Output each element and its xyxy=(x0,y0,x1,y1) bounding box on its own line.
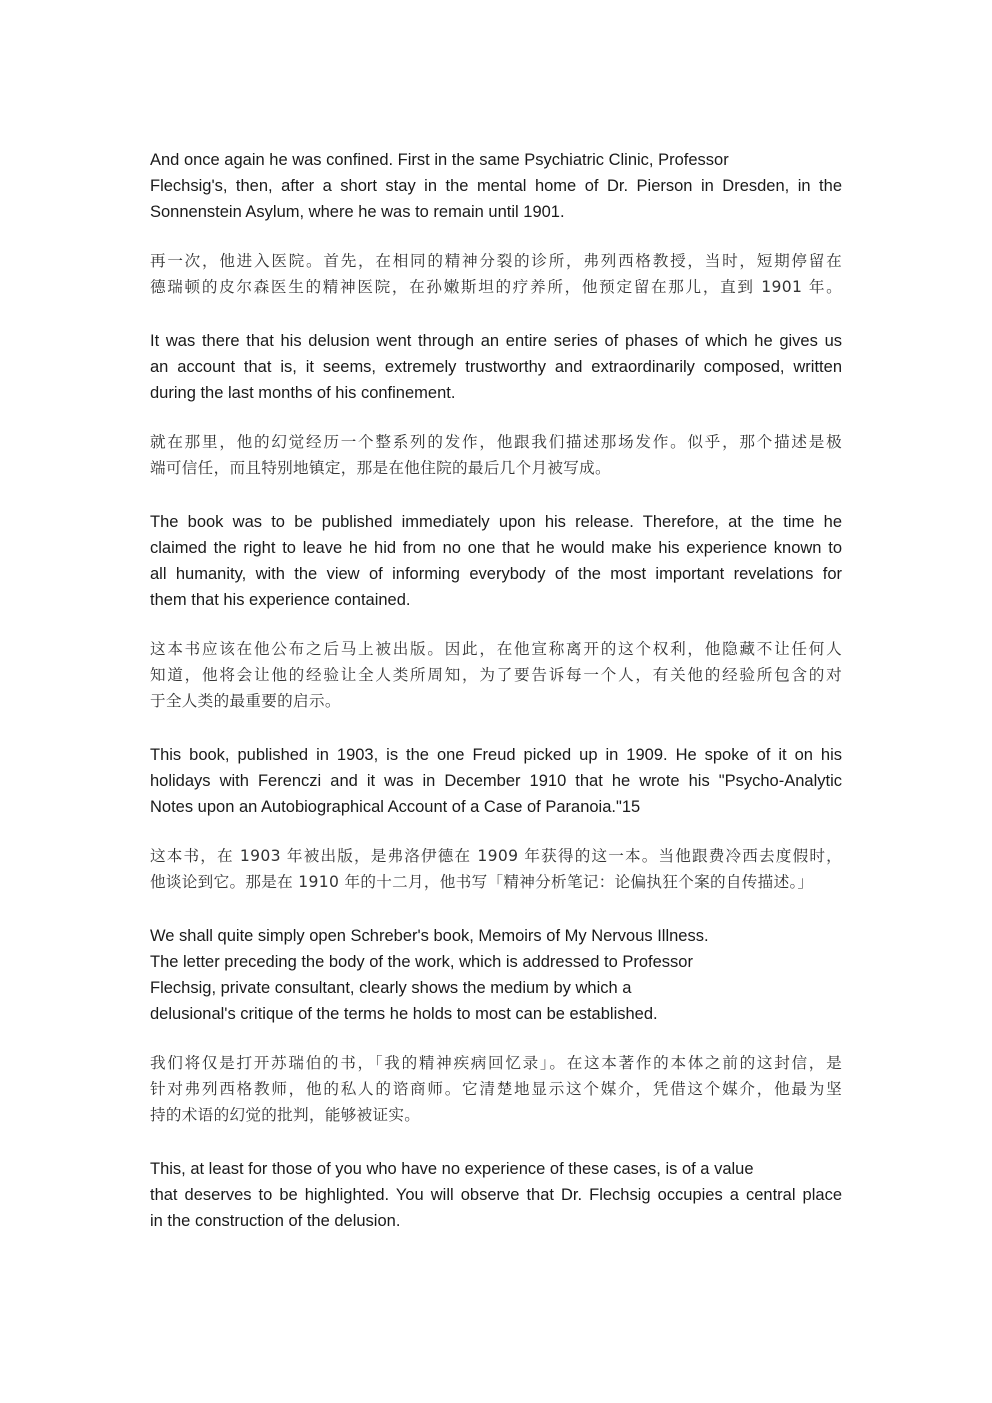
text-line: Flechsig, private consultant, clearly shows the medium by which a xyxy=(150,979,632,997)
text-line: during the last months of his confinement. xyxy=(150,384,456,402)
text-line: an account that is, it seems, extremely trustworthy and extraordinarily composed, written xyxy=(150,358,842,376)
text-line: that deserves to be highlighted. You will observe that Dr. Flechsig occupies a central place xyxy=(150,1186,842,1204)
paragraph-en-2 xyxy=(150,328,842,406)
text-line: 于全人类的最重要的启示。 xyxy=(150,692,341,710)
text-line: It was there that his delusion went through an entire series of phases of which he gives us xyxy=(150,332,842,350)
text-line: holidays with Ferenczi and it was in December 1910 that he wrote his "Psycho-Analytic xyxy=(150,772,842,790)
text-line: Sonnenstein Asylum, where he was to remain until 1901. xyxy=(150,203,565,221)
paragraph-en-4 xyxy=(150,742,842,820)
text-line: 端可信任，而且特别地镇定，那是在他住院的最后几个月被写成。 xyxy=(150,459,611,477)
text-line: them that his experience contained. xyxy=(150,591,411,609)
paragraph-en-1 xyxy=(150,147,842,225)
text-line: in the construction of the delusion. xyxy=(150,1212,401,1230)
text-line: 就在那里，他的幻觉经历一个整系列的发作，他跟我们描述那场发作。似乎，那个描述是极 xyxy=(150,433,842,451)
paragraph-zh-2 xyxy=(150,429,842,481)
text-line: 再一次，他进入医院。首先，在相同的精神分裂的诊所，弗列西格教授，当时，短期停留在 xyxy=(150,252,842,270)
paragraph-zh-5 xyxy=(150,1050,842,1128)
paragraph-zh-4 xyxy=(150,843,842,895)
text-line: 他谈论到它。那是在 1910 年的十二月，他书写「精神分析笔记：论偏执狂个案的自传描述。」 xyxy=(150,873,814,891)
text-line: delusional's critique of the terms he holds to most can be established. xyxy=(150,1005,658,1023)
text-line: all humanity, with the view of informing everybody of the most important revelations for xyxy=(150,565,842,583)
paragraph-zh-1 xyxy=(150,248,842,300)
paragraph-en-6 xyxy=(150,1156,842,1234)
text-line: 我们将仅是打开苏瑞伯的书，「我的精神疾病回忆录」。在这本著作的本体之前的这封信，是 xyxy=(150,1054,842,1072)
text-line: 知道，他将会让他的经验让全人类所周知，为了要告诉每一个人，有关他的经验所包含的对 xyxy=(150,666,842,684)
text-line: This book, published in 1903, is the one Freud picked up in 1909. He spoke of it on his xyxy=(150,746,842,764)
text-line: The book was to be published immediately upon his release. Therefore, at the time he xyxy=(150,513,842,531)
text-line: The letter preceding the body of the work, which is addressed to Professor xyxy=(150,953,693,971)
text-line: This, at least for those of you who have no experience of these cases, is of a value xyxy=(150,1160,754,1178)
text-line: Notes upon an Autobiographical Account of a Case of Paranoia."15 xyxy=(150,798,641,816)
text-line: And once again he was confined. First in the same Psychiatric Clinic, Professor xyxy=(150,151,729,169)
text-line: 这本书，在 1903 年被出版，是弗洛伊德在 1909 年获得的这一本。当他跟费冷西去度假时， xyxy=(150,847,842,865)
text-line: 这本书应该在他公布之后马上被出版。因此，在他宣称离开的这个权利，他隐藏不让任何人 xyxy=(150,640,842,658)
text-line: 持的术语的幻觉的批判，能够被证实。 xyxy=(150,1106,421,1124)
paragraph-en-3 xyxy=(150,509,842,613)
text-line: claimed the right to leave he hid from no one that he would make his experience known to xyxy=(150,539,842,557)
text-line: Flechsig's, then, after a short stay in the mental home of Dr. Pierson in Dresden, in the xyxy=(150,177,842,195)
text-line: We shall quite simply open Schreber's book, Memoirs of My Nervous Illness. xyxy=(150,927,709,945)
paragraph-en-5 xyxy=(150,923,842,1027)
text-line: 针对弗列西格教师，他的私人的谘商师。它清楚地显示这个媒介，凭借这个媒介，他最为坚 xyxy=(150,1080,842,1098)
document-page xyxy=(150,147,842,1234)
text-line: 德瑞顿的皮尔森医生的精神医院，在孙嫩斯坦的疗养所，他预定留在那儿，直到 1901 年。 xyxy=(150,278,842,296)
paragraph-zh-3 xyxy=(150,636,842,714)
